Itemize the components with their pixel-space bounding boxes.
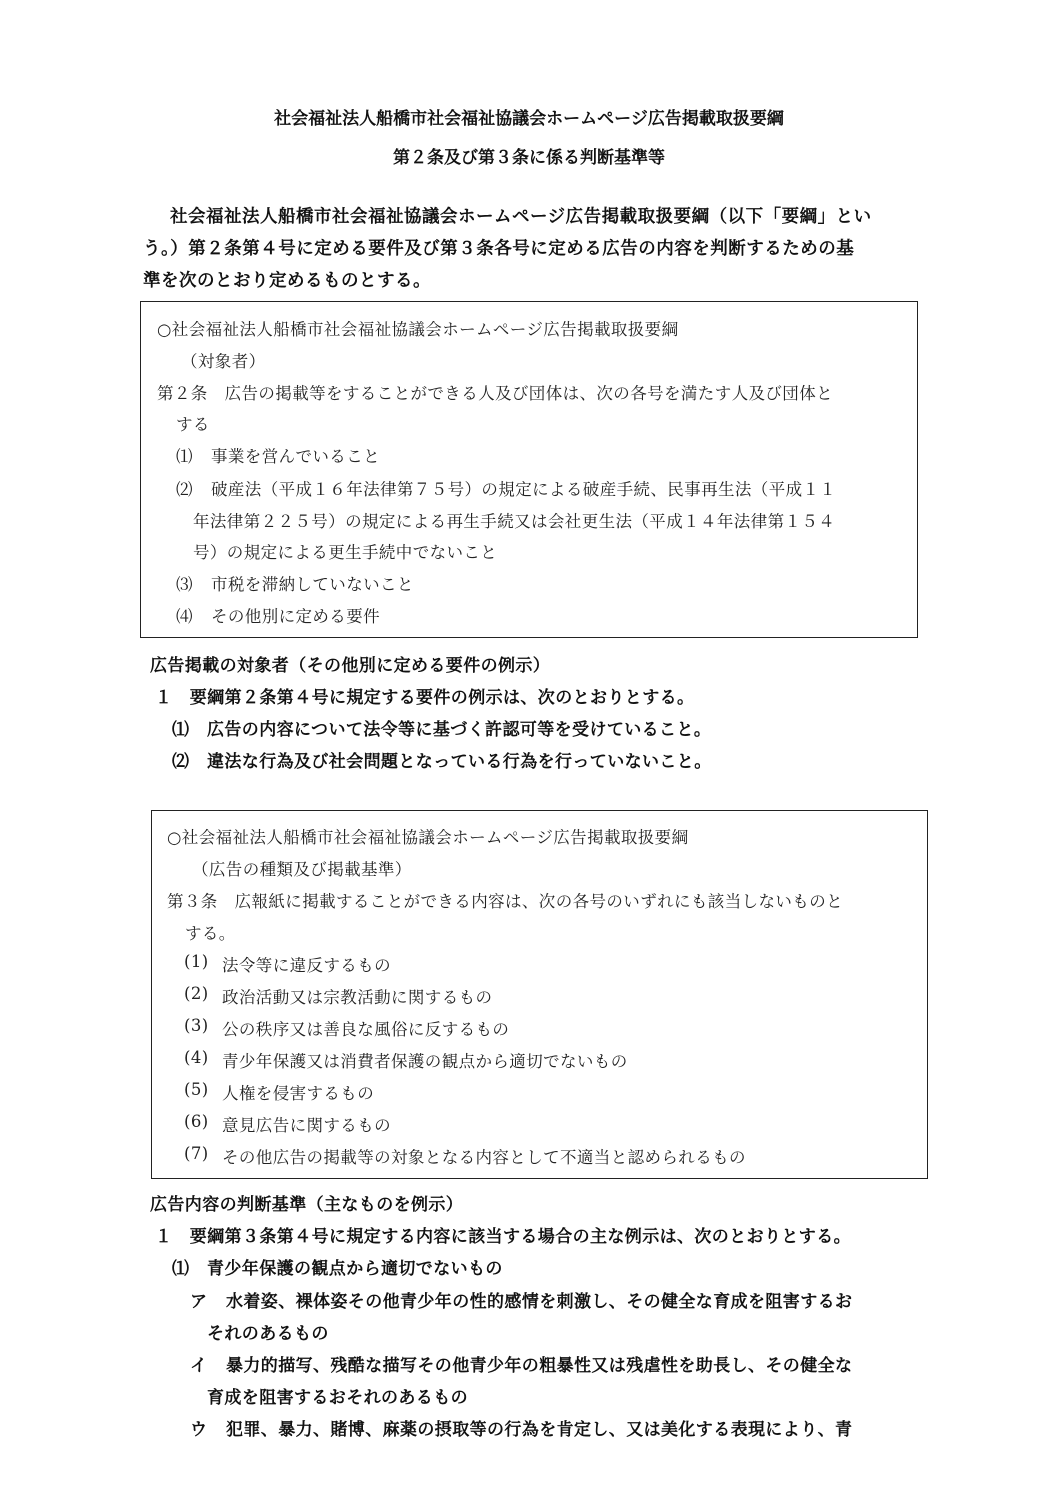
- kana-item-text: 水着姿、裸体姿その他青少年の性的感情を刺激し、その健全な育成を阻害するお: [226, 1292, 853, 1312]
- box2-item-text: 青少年保護又は消費者保護の観点から適切でないもの: [222, 1052, 628, 1071]
- section-1-item-1: １ 要綱第２条第４号に規定する要件の例示は、次のとおりとする。: [155, 688, 695, 708]
- section-1-subitem-number: ⑴: [172, 720, 190, 740]
- box2-item-number: (7): [184, 1144, 209, 1163]
- kana-item-mark: ウ: [190, 1420, 208, 1440]
- box1-item-text: 事業を営んでいること: [211, 447, 380, 466]
- box1-article-line-2: する: [176, 415, 210, 434]
- box1-item-number: ⑴: [176, 447, 193, 466]
- box2-item-text: 意見広告に関するもの: [222, 1116, 391, 1135]
- box2-item-number: (1): [184, 952, 209, 971]
- intro-line-3: 準を次のとおり定めるものとする。: [143, 271, 431, 291]
- box2-item-number: (2): [184, 984, 209, 1003]
- kana-item-text: 育成を阻害するおそれのあるもの: [207, 1388, 468, 1408]
- box2-article-line-1: 第３条 広報紙に掲載することができる内容は、次の各号のいずれにも該当しないものと: [167, 892, 843, 911]
- box1-item-text: 破産法（平成１６年法律第７５号）の規定による破産手続、民事再生法（平成１１: [211, 480, 837, 499]
- kana-item-text: それのあるもの: [207, 1324, 329, 1344]
- box1-item-text: 号）の規定による更生手続中でないこと: [193, 543, 498, 562]
- kana-item-mark: イ: [190, 1356, 208, 1376]
- box1-item-text: その他別に定める要件: [211, 607, 380, 626]
- document-title-line-1: 社会福祉法人船橋市社会福祉協議会ホームページ広告掲載取扱要綱: [274, 109, 784, 129]
- box2-item-number: (5): [184, 1080, 209, 1099]
- box2-item-number: (3): [184, 1016, 209, 1035]
- section-1-subitem-number: ⑵: [172, 752, 190, 772]
- section-2-item-1: １ 要綱第３条第４号に規定する内容に該当する場合の主な例示は、次のとおりとする。: [155, 1227, 851, 1247]
- kana-item-text: 犯罪、暴力、賭博、麻薬の摂取等の行為を肯定し、又は美化する表現により、青: [226, 1420, 853, 1440]
- section-2-heading: 広告内容の判断基準（主なものを例示）: [150, 1195, 464, 1215]
- box2-item-text: 人権を侵害するもの: [222, 1084, 375, 1103]
- box1-item-text: 市税を滞納していないこと: [211, 575, 414, 594]
- box2-item-number: (6): [184, 1112, 209, 1131]
- box1-item-number: ⑵: [176, 480, 193, 499]
- box1-item-text: 年法律第２２５号）の規定による再生手続又は会社更生法（平成１４年法律第１５４: [193, 512, 836, 531]
- section-1-heading: 広告掲載の対象者（その他別に定める要件の例示）: [150, 656, 551, 676]
- kana-item-mark: ア: [190, 1292, 208, 1312]
- box2-heading: ○社会福祉法人船橋市社会福祉協議会ホームページ広告掲載取扱要綱: [167, 828, 689, 847]
- box1-caption: （対象者）: [181, 352, 266, 371]
- section-2-subitem-number: ⑴: [172, 1259, 190, 1279]
- section-2-subitem-text: 青少年保護の観点から適切でないもの: [207, 1259, 503, 1279]
- box2-item-text: 公の秩序又は善良な風俗に反するもの: [222, 1020, 510, 1039]
- document-title-line-2: 第２条及び第３条に係る判断基準等: [393, 148, 665, 168]
- box1-article-line-1: 第２条 広告の掲載等をすることができる人及び団体は、次の各号を満たす人及び団体と: [157, 384, 833, 403]
- box1-heading: ○社会福祉法人船橋市社会福祉協議会ホームページ広告掲載取扱要綱: [157, 320, 679, 339]
- box2-article-line-2: する。: [185, 924, 236, 943]
- box2-caption: （広告の種類及び掲載基準）: [192, 860, 412, 879]
- section-1-subitem-text: 違法な行為及び社会問題となっている行為を行っていないこと。: [207, 752, 712, 772]
- box1-item-number: ⑶: [176, 575, 193, 594]
- box2-item-text: 政治活動又は宗教活動に関するもの: [222, 988, 493, 1007]
- box2-item-text: 法令等に違反するもの: [222, 956, 391, 975]
- intro-line-2: う。）第２条第４号に定める要件及び第３条各号に定める広告の内容を判断するための基: [143, 239, 855, 259]
- box1-item-number: ⑷: [176, 607, 193, 626]
- intro-line-1: 社会福祉法人船橋市社会福祉協議会ホームページ広告掲載取扱要綱（以下「要綱」とい: [170, 207, 872, 227]
- box2-item-number: (4): [184, 1048, 209, 1067]
- kana-item-text: 暴力的描写、残酷な描写その他青少年の粗暴性又は残虐性を助長し、その健全な: [226, 1356, 853, 1376]
- box2-item-text: その他広告の掲載等の対象となる内容として不適当と認められるもの: [222, 1148, 746, 1167]
- section-1-subitem-text: 広告の内容について法令等に基づく許認可等を受けていること。: [207, 720, 712, 740]
